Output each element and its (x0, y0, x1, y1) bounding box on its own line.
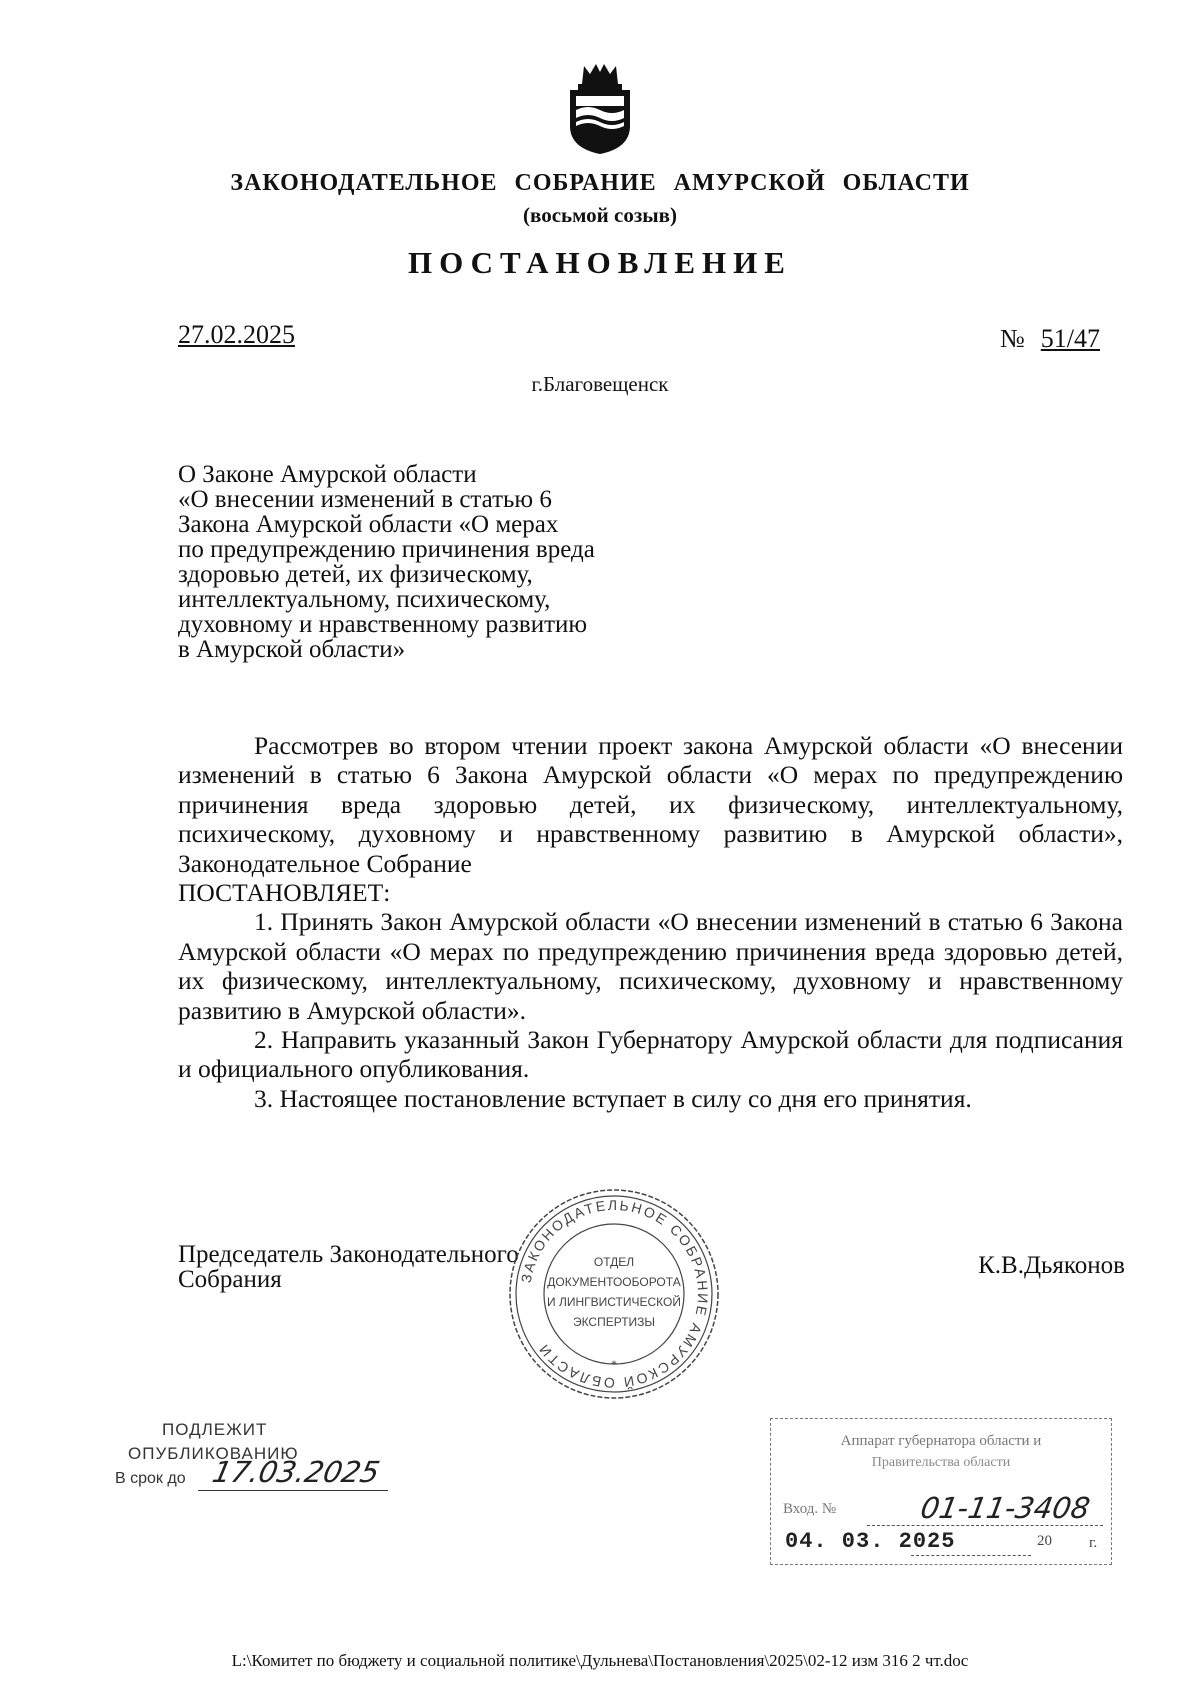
subject-line: О Законе Амурской области (178, 461, 477, 488)
registration-header: Правительства области (871, 1455, 1011, 1470)
publication-deadline: 17.03.2025 (209, 1455, 383, 1489)
deadline-underline (198, 1490, 388, 1491)
document-number (1000, 324, 1100, 354)
subject-line: по предупреждению причинения вреда (178, 536, 595, 563)
seal-outer-text: ЗАКОНОДАТЕЛЬНОЕ СОБРАНИЕ АМУРСКОЙ ОБЛАСТИ (517, 1196, 712, 1392)
decree-item: 1. Принять Закон Амурской области «О внесении изменений в статью 6 Закона Амурской области «О мерах по предупреждению причинения вреда здоровью детей, их физическому, интеллектуальному, психическому, духовному и нравственному развитию в Амурской области». (178, 907, 1123, 1025)
number-label: № (999, 324, 1025, 353)
publication-line: ОПУБЛИКОВАНИЮ (128, 1444, 299, 1463)
decree-item: 2. Направить указанный Закон Губернатору Амурской области для подписания и официального опубликования. (178, 1025, 1123, 1084)
document-body (178, 731, 1123, 1113)
decree-item: 3. Настоящее постановление вступает в силу со дня его принятия. (254, 1083, 972, 1113)
subject-line: здоровью детей, их физическому, (178, 561, 533, 588)
subject-line: духовному и нравственному развитию (178, 611, 588, 638)
document-date: 27.02.2025 (178, 320, 295, 349)
seal-inner-line: И ЛИНГВИСТИЧЕСКОЙ (547, 1295, 681, 1309)
seal-inner-line: ДОКУМЕНТООБОРОТА (547, 1275, 681, 1289)
seal-inner-line: ЭКСПЕРТИЗЫ (572, 1315, 656, 1329)
decree-word: ПОСТАНОВЛЯЕТ: (178, 878, 391, 908)
document-subject (178, 462, 738, 662)
registration-stamp (770, 1418, 1112, 1565)
year-suffix: г. (1089, 1535, 1098, 1551)
star-icon: * (611, 1357, 617, 1371)
number-value: 51/47 (1040, 324, 1100, 353)
subject-line: в Амурской области» (178, 636, 406, 663)
subject-line: интеллектуальному, психическому, (178, 586, 551, 613)
subject-line: «О внесении изменений в статью 6 (178, 486, 552, 513)
coat-of-arms-icon (564, 60, 636, 156)
preamble-paragraph: Рассмотрев во втором чтении проект закона Амурской области «О внесении изменений в статью 6 Закона Амурской области «О мерах по предупреждению причинения вреда здоровью детей, их физическому, интеллектуальному, психическому, духовному и нравственному развитию в Амурской области», Законодательное Собрание (178, 731, 1123, 878)
official-seal (506, 1186, 722, 1402)
seal-inner-line: ОТДЕЛ (593, 1255, 635, 1269)
signatory-title (178, 1242, 519, 1292)
signatory-title-line: Председатель Законодательного (178, 1241, 519, 1268)
convocation: (восьмой созыв) (523, 203, 677, 227)
registration-header: Аппарат губернатора области и (840, 1433, 1042, 1449)
publication-line: В срок до (115, 1470, 186, 1487)
incoming-number: 01-11-3408 (918, 1491, 1093, 1525)
document-type: ПОСТАНОВЛЕНИЕ (408, 245, 792, 280)
date-line (911, 1555, 1031, 1556)
subject-line: Закона Амурской области «О мерах (178, 511, 559, 538)
organization-title: ЗАКОНОДАТЕЛЬНОЕ СОБРАНИЕ АМУРСКОЙ ОБЛАСТИ (230, 170, 970, 196)
publication-line: ПОДЛЕЖИТ (162, 1420, 268, 1439)
signatory-title-line: Собрания (178, 1266, 282, 1293)
incoming-label: Вход. № (783, 1501, 837, 1517)
year-prefix: 20 (1037, 1533, 1052, 1549)
signatory-name: К.В.Дьяконов (978, 1252, 1125, 1279)
city: г.Благовещенск (531, 372, 669, 396)
incoming-number-line (867, 1525, 1103, 1526)
file-path: L:\Комитет по бюджету и социальной политике\Дульнева\Постановления\2025\02-12 изм 316 2 чт.doc (231, 1651, 969, 1670)
registration-date: 04. 03. 2025 (785, 1529, 956, 1554)
